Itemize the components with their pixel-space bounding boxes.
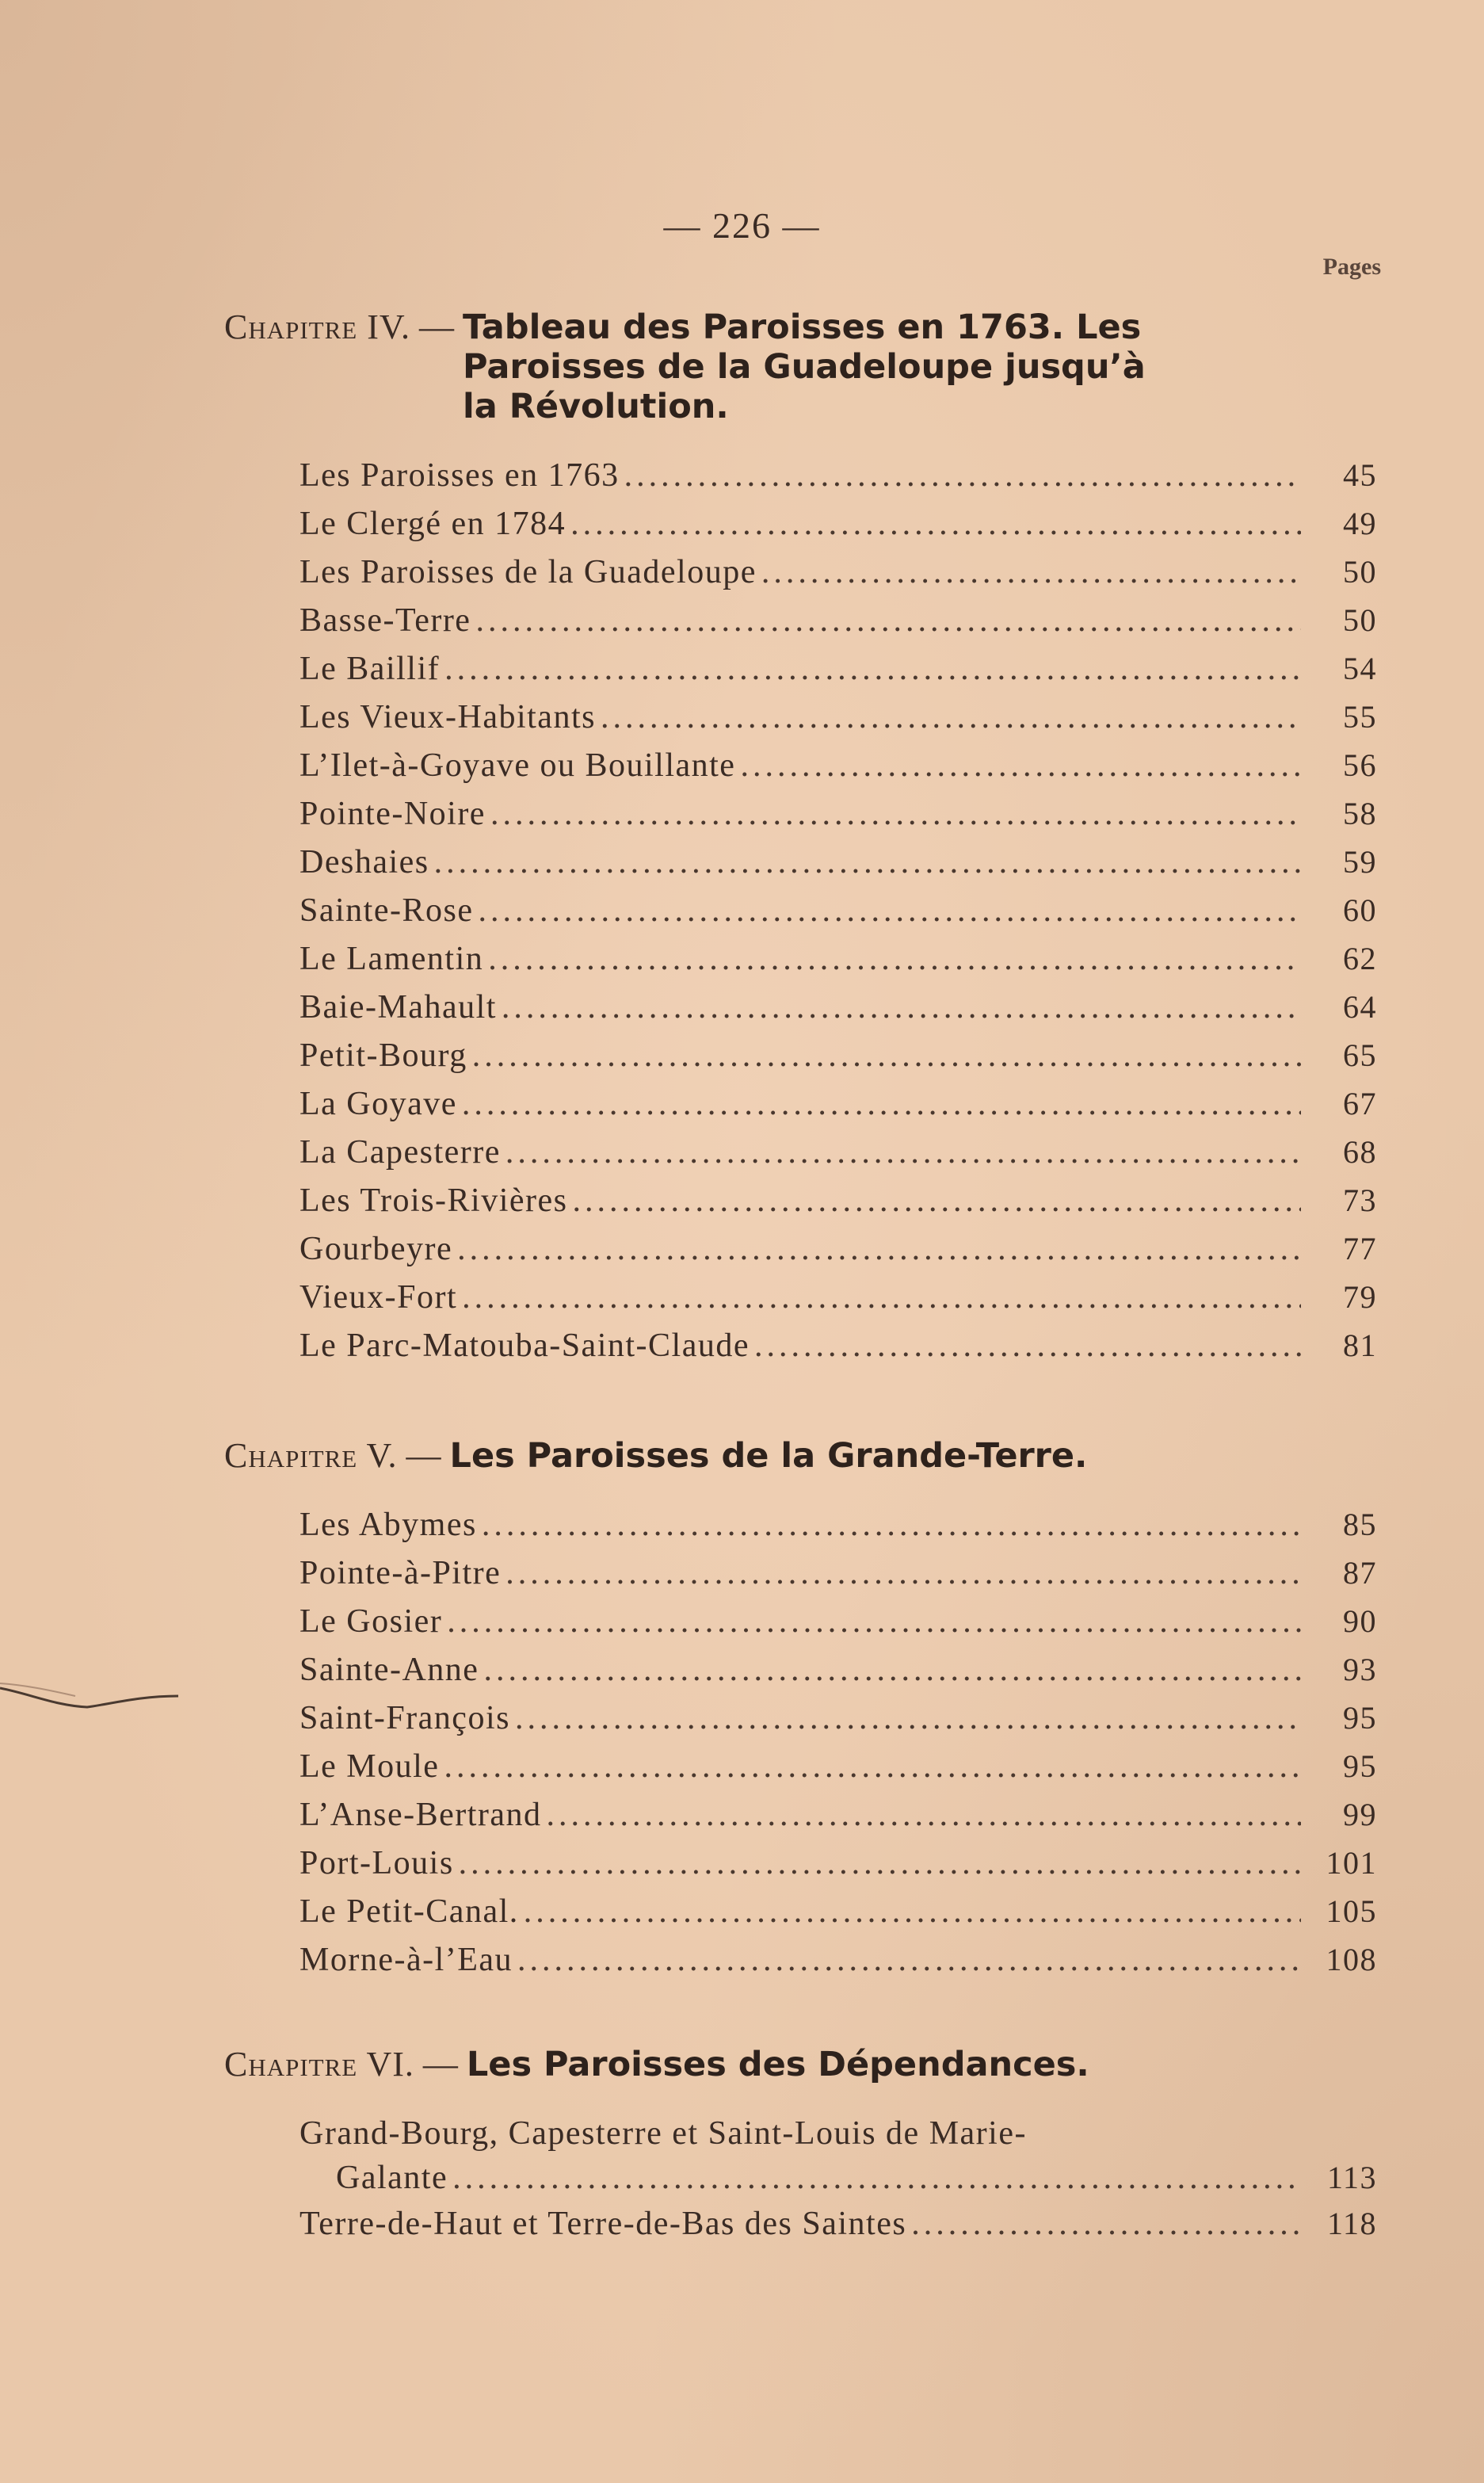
entry-name: Sainte-Anne [299, 1652, 479, 1688]
toc-entries [299, 2114, 1377, 2253]
toc-entry[interactable] [299, 1893, 1377, 1941]
leader-dots [570, 505, 1301, 543]
entry-name: Vieux-Fort [299, 1279, 458, 1316]
entry-name: Le Moule [299, 1748, 440, 1785]
toc-entry[interactable] [299, 1699, 1377, 1748]
chapter-label: Chapitre V. [224, 1436, 398, 1475]
entry-page: 95 [1343, 1700, 1377, 1736]
chapter-heading [224, 1436, 1381, 1476]
toc-entry[interactable] [299, 747, 1377, 795]
toc-entry[interactable] [299, 1554, 1377, 1602]
entry-name-line-2-row [299, 2159, 1377, 2205]
toc-entries [299, 456, 1377, 1375]
entry-name: Saint-François [299, 1700, 510, 1736]
entry-page: 59 [1343, 844, 1377, 880]
chapter-label: Chapitre IV. [224, 308, 410, 346]
entry-name: La Goyave [299, 1086, 457, 1122]
toc-entry[interactable] [299, 1133, 1377, 1182]
leader-dots [444, 650, 1301, 688]
toc-entry[interactable] [299, 1182, 1377, 1230]
leader-dots [624, 456, 1301, 495]
entry-page: 93 [1343, 1652, 1377, 1687]
leader-dots [517, 1941, 1301, 1979]
chapter-dash: — [414, 2045, 467, 2084]
entry-page: 60 [1343, 892, 1377, 928]
entry-name: Les Abymes [299, 1507, 477, 1543]
entry-name: Le Gosier [299, 1603, 443, 1640]
entry-name: Les Paroisses de la Guadeloupe [299, 554, 757, 590]
leader-dots [601, 698, 1301, 736]
toc-entry[interactable] [299, 940, 1377, 988]
toc-entry[interactable] [299, 1085, 1377, 1133]
toc-entry[interactable] [299, 2205, 1377, 2253]
toc-entry[interactable] [299, 2114, 1377, 2205]
entry-page: 50 [1343, 602, 1377, 638]
entry-page: 68 [1343, 1134, 1377, 1170]
entry-page: 90 [1343, 1603, 1377, 1639]
toc-entry[interactable] [299, 1748, 1377, 1796]
entry-page: 56 [1343, 747, 1377, 783]
entry-name: Deshaies [299, 844, 429, 881]
chapter-heading [224, 2045, 1381, 2084]
entry-page: 113 [1326, 2160, 1377, 2195]
toc-entry[interactable] [299, 1796, 1377, 1844]
leader-dots [462, 1085, 1301, 1123]
leader-dots [515, 1699, 1301, 1737]
chapter-heading [224, 308, 1381, 426]
leader-dots [502, 988, 1301, 1026]
chapter-dash: — [397, 1436, 450, 1475]
leader-dots [490, 795, 1301, 833]
entry-name: Basse-Terre [299, 602, 471, 639]
toc-entry[interactable] [299, 1037, 1377, 1085]
chapter-v [224, 1436, 1381, 1989]
toc-entry[interactable] [299, 1278, 1377, 1327]
toc-entry[interactable] [299, 1230, 1377, 1278]
entry-page: 87 [1343, 1555, 1377, 1591]
entry-name: Baie-Mahault [299, 989, 497, 1026]
entry-page: 64 [1343, 989, 1377, 1025]
leader-dots [483, 1651, 1301, 1689]
toc-entry[interactable] [299, 1651, 1377, 1699]
leader-dots [475, 602, 1301, 640]
entry-name: Le Parc-Matouba-Saint-Claude [299, 1327, 750, 1364]
toc-entries [299, 1506, 1377, 1989]
leader-dots [452, 2159, 1301, 2197]
entry-name: Sainte-Rose [299, 892, 474, 929]
toc-entry[interactable] [299, 698, 1377, 747]
toc-entry[interactable] [299, 892, 1377, 940]
entry-page: 99 [1343, 1797, 1377, 1832]
leader-dots [462, 1278, 1301, 1316]
entry-page: 73 [1343, 1182, 1377, 1218]
leader-dots [740, 747, 1301, 785]
chapter-iv [224, 308, 1381, 1375]
toc-entry[interactable] [299, 1941, 1377, 1989]
entry-page: 79 [1343, 1279, 1377, 1315]
entry-page: 54 [1343, 651, 1377, 686]
entry-name: L’Anse-Bertrand [299, 1797, 542, 1833]
toc-entry[interactable] [299, 795, 1377, 843]
chapter-dash: — [410, 308, 463, 346]
toc-entry[interactable] [299, 1327, 1377, 1375]
entry-page: 62 [1343, 941, 1377, 976]
chapter-title: Les Paroisses des Dépendances. [466, 2045, 1089, 2084]
entry-name: Le Petit-Canal. [299, 1893, 519, 1930]
leader-dots [573, 1182, 1301, 1220]
entry-page: 65 [1343, 1037, 1377, 1073]
entry-name: Les Trois-Rivières [299, 1182, 568, 1219]
leader-dots [524, 1893, 1301, 1931]
entry-name: Les Vieux-Habitants [299, 699, 596, 735]
entry-name: Morne-à-l’Eau [299, 1942, 513, 1978]
entry-name: Le Baillif [299, 651, 441, 687]
leader-dots [505, 1554, 1301, 1592]
entry-page: 77 [1343, 1231, 1377, 1266]
chapter-vi [224, 2045, 1381, 2253]
entry-page: 95 [1343, 1748, 1377, 1784]
pages-column-label: Pages [1322, 254, 1381, 280]
leader-dots [472, 1037, 1301, 1075]
leader-dots [478, 892, 1301, 930]
chapter-label: Chapitre VI. [224, 2045, 414, 2084]
entry-name: Petit-Bourg [299, 1037, 467, 1074]
entry-page: 81 [1343, 1327, 1377, 1363]
entry-name: L’Ilet-à-Goyave ou Bouillante [299, 747, 736, 784]
toc-entry[interactable] [299, 553, 1377, 602]
leader-dots [434, 843, 1301, 881]
entry-page: 105 [1326, 1893, 1377, 1929]
entry-name-line-2: Galante [336, 2160, 448, 2196]
entry-name: Port-Louis [299, 1845, 454, 1881]
entry-page: 49 [1343, 506, 1377, 541]
leader-dots [911, 2205, 1301, 2243]
entry-name: Gourbeyre [299, 1231, 453, 1267]
leader-dots [488, 940, 1301, 978]
page-number: — 226 — [663, 205, 821, 246]
leader-dots [482, 1506, 1301, 1544]
toc-entry[interactable] [299, 505, 1377, 553]
toc-entry[interactable] [299, 1602, 1377, 1651]
entry-page: 55 [1343, 699, 1377, 735]
entry-page: 108 [1326, 1942, 1377, 1977]
entry-name: Le Lamentin [299, 941, 484, 977]
toc-entry[interactable] [299, 843, 1377, 892]
entry-page: 50 [1343, 554, 1377, 590]
entry-name: Pointe-Noire [299, 796, 486, 832]
toc-entry[interactable] [299, 988, 1377, 1037]
leader-dots [761, 553, 1301, 591]
chapter-title: Les Paroisses de la Grande-Terre. [449, 1436, 1088, 1476]
entry-name: Pointe-à-Pitre [299, 1555, 502, 1591]
leader-dots [459, 1844, 1301, 1882]
leader-dots [444, 1748, 1301, 1786]
leader-dots [505, 1133, 1301, 1171]
toc-entry[interactable] [299, 1844, 1377, 1893]
leader-dots [754, 1327, 1301, 1365]
chapter-title: Tableau des Paroisses en 1763. Les Paroisses de la Guadeloupe jusqu’à la Révolution. [463, 308, 1146, 426]
entry-page: 58 [1343, 796, 1377, 831]
entry-name: Le Clergé en 1784 [299, 506, 567, 542]
entry-page: 67 [1343, 1086, 1377, 1121]
toc-entry[interactable] [299, 1506, 1377, 1554]
entry-name: La Capesterre [299, 1134, 501, 1171]
entry-page: 85 [1343, 1507, 1377, 1542]
entry-page: 118 [1326, 2206, 1377, 2241]
paper-tear-mark [0, 1672, 182, 1720]
entry-page: 101 [1326, 1845, 1377, 1881]
leader-dots [547, 1796, 1301, 1834]
toc-entry[interactable] [299, 456, 1377, 505]
entry-name: Terre-de-Haut et Terre-de-Bas des Saintes [299, 2206, 907, 2242]
entry-name-line-1: Grand-Bourg, Capesterre et Saint-Louis de Marie- [299, 2115, 1027, 2152]
leader-dots [457, 1230, 1301, 1268]
entry-name: Les Paroisses en 1763 [299, 457, 620, 494]
toc-entry[interactable] [299, 602, 1377, 650]
entry-page: 45 [1343, 457, 1377, 493]
toc-entry[interactable] [299, 650, 1377, 698]
leader-dots [447, 1602, 1301, 1641]
